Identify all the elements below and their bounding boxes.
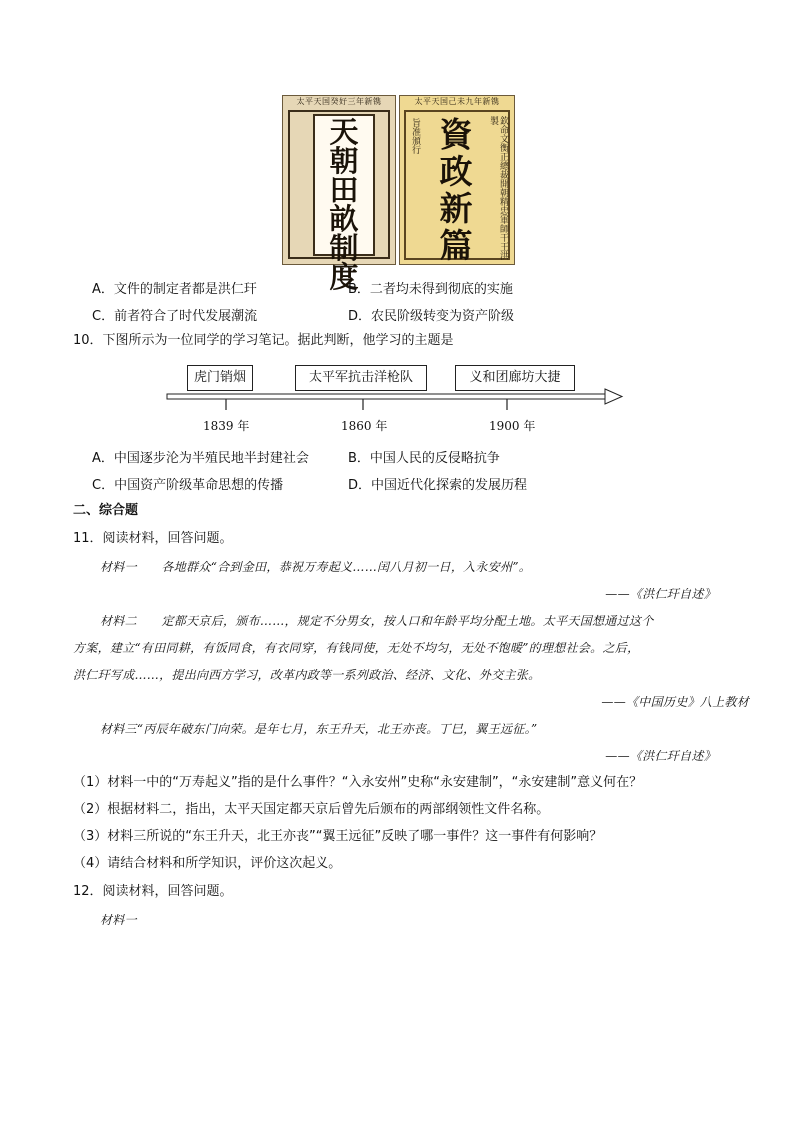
q9-option-c[interactable]: C．前者符合了时代发展潮流 xyxy=(92,309,258,324)
q12-material-1-label: 材料一 xyxy=(100,913,137,927)
book1-title-char: 制 xyxy=(329,231,359,265)
q12-stem: 12．阅读材料，回答问题。 xyxy=(73,884,233,899)
timeline-figure xyxy=(165,362,625,437)
timeline-axis xyxy=(165,388,625,414)
book2-title-char: 篇 xyxy=(439,226,473,265)
q11-material-3-source: ——《洪仁玕自述》 xyxy=(605,749,716,763)
timeline-bar xyxy=(167,394,607,399)
q10-stem: 10．下图所示为一位同学的学习笔记。据此判断，他学习的主题是 xyxy=(73,333,454,348)
timeline-event-1: 虎门销烟 xyxy=(187,365,253,391)
q11-material-2-line: 方案，建立“有田同耕，有饭同食，有衣同穿，有钱同使，无处不均匀，无处不饱暖”的理想社会。之后， xyxy=(73,641,640,655)
timeline-event-2: 太平军抗击洋枪队 xyxy=(295,365,427,391)
section-heading: 二、综合题 xyxy=(73,503,139,518)
book1-spine-text: 太平天国癸好三年新镌 xyxy=(296,97,382,106)
timeline-year-2: 1860 年 xyxy=(341,419,388,433)
book1-title-char: 度 xyxy=(329,260,359,294)
timeline-arrow xyxy=(605,389,622,404)
book2-spine-text: 太平天国己未九年新镌 xyxy=(414,97,500,106)
book2-title-char: 新 xyxy=(439,189,473,228)
timeline-year-3: 1900 年 xyxy=(489,419,536,433)
q11-subquestion-1: （1）材料一中的“万寿起义”指的是什么事件？“入永安州”史称“永安建制”，“永安建制”意义何在？ xyxy=(73,775,643,790)
q9-option-b[interactable]: B．二者均未得到彻底的实施 xyxy=(348,282,513,297)
q11-material-2-line: 洪仁玕写成……，提出向西方学习，改革内政等一系列政治、经济、文化、外交主张。 xyxy=(73,668,541,682)
q10-option-b[interactable]: B．中国人民的反侵略抗争 xyxy=(348,451,500,466)
book1-title-char: 朝 xyxy=(329,144,359,178)
book2-title-char: 政 xyxy=(439,152,473,191)
q11-subquestion-4: （4）请结合材料和所学知识，评价这次起义。 xyxy=(73,856,342,871)
q11-material-1-source: ——《洪仁玕自述》 xyxy=(605,587,716,601)
book1-title xyxy=(315,115,373,294)
book-cover-tianchao xyxy=(282,95,396,294)
timeline-event-3: 义和团廊坊大捷 xyxy=(455,365,575,391)
q10-option-a[interactable]: A．中国逐步沦为半殖民地半封建社会 xyxy=(92,451,309,466)
q9-option-a[interactable]: A．文件的制定者都是洪仁玕 xyxy=(92,282,257,297)
q11-material-1: 材料一 各地群众“合到金田，恭祝万寿起义……闰八月初一日，入永安州”。 xyxy=(100,560,532,574)
book-cover-zizheng xyxy=(399,95,515,265)
q10-option-c[interactable]: C．中国资产阶级革命思想的传播 xyxy=(92,478,284,493)
book1-title-char: 畝 xyxy=(329,202,359,236)
q11-material-3: 材料三“丙辰年破东门向荣。是年七月，东王升天，北王亦丧。丁巳，翼王远征。” xyxy=(100,722,538,736)
q9-option-d[interactable]: D．农民阶级转变为资产阶级 xyxy=(348,309,515,324)
timeline-year-1: 1839 年 xyxy=(203,419,250,433)
q11-subquestion-3: （3）材料三所说的“东王升天，北王亦丧”“翼王远征”反映了哪一事件？这一事件有何影响？ xyxy=(73,829,603,844)
book2-title-char: 資 xyxy=(439,115,473,154)
q11-stem: 11．阅读材料，回答问题。 xyxy=(73,531,233,546)
book2-side-left: 旨准頒行 xyxy=(410,118,420,154)
q11-material-2-line: 材料二 定都天京后，颁布……，规定不分男女，按人口和年龄平均分配土地。太平天国想通过这个 xyxy=(100,614,654,628)
book1-title-char: 田 xyxy=(329,173,359,207)
book2-title xyxy=(428,116,484,264)
book1-title-char: 天 xyxy=(329,115,359,149)
book2-side-right: 欽命文衡正總裁開朝精忠軍師干王洪 製 xyxy=(488,116,508,260)
q11-material-2-source: ——《中国历史》八上教材 xyxy=(601,695,749,709)
q11-subquestion-2: （2）根据材料二，指出，太平天国定都天京后曾先后颁布的两部纲领性文件名称。 xyxy=(73,802,550,817)
q10-option-d[interactable]: D．中国近代化探索的发展历程 xyxy=(348,478,528,493)
